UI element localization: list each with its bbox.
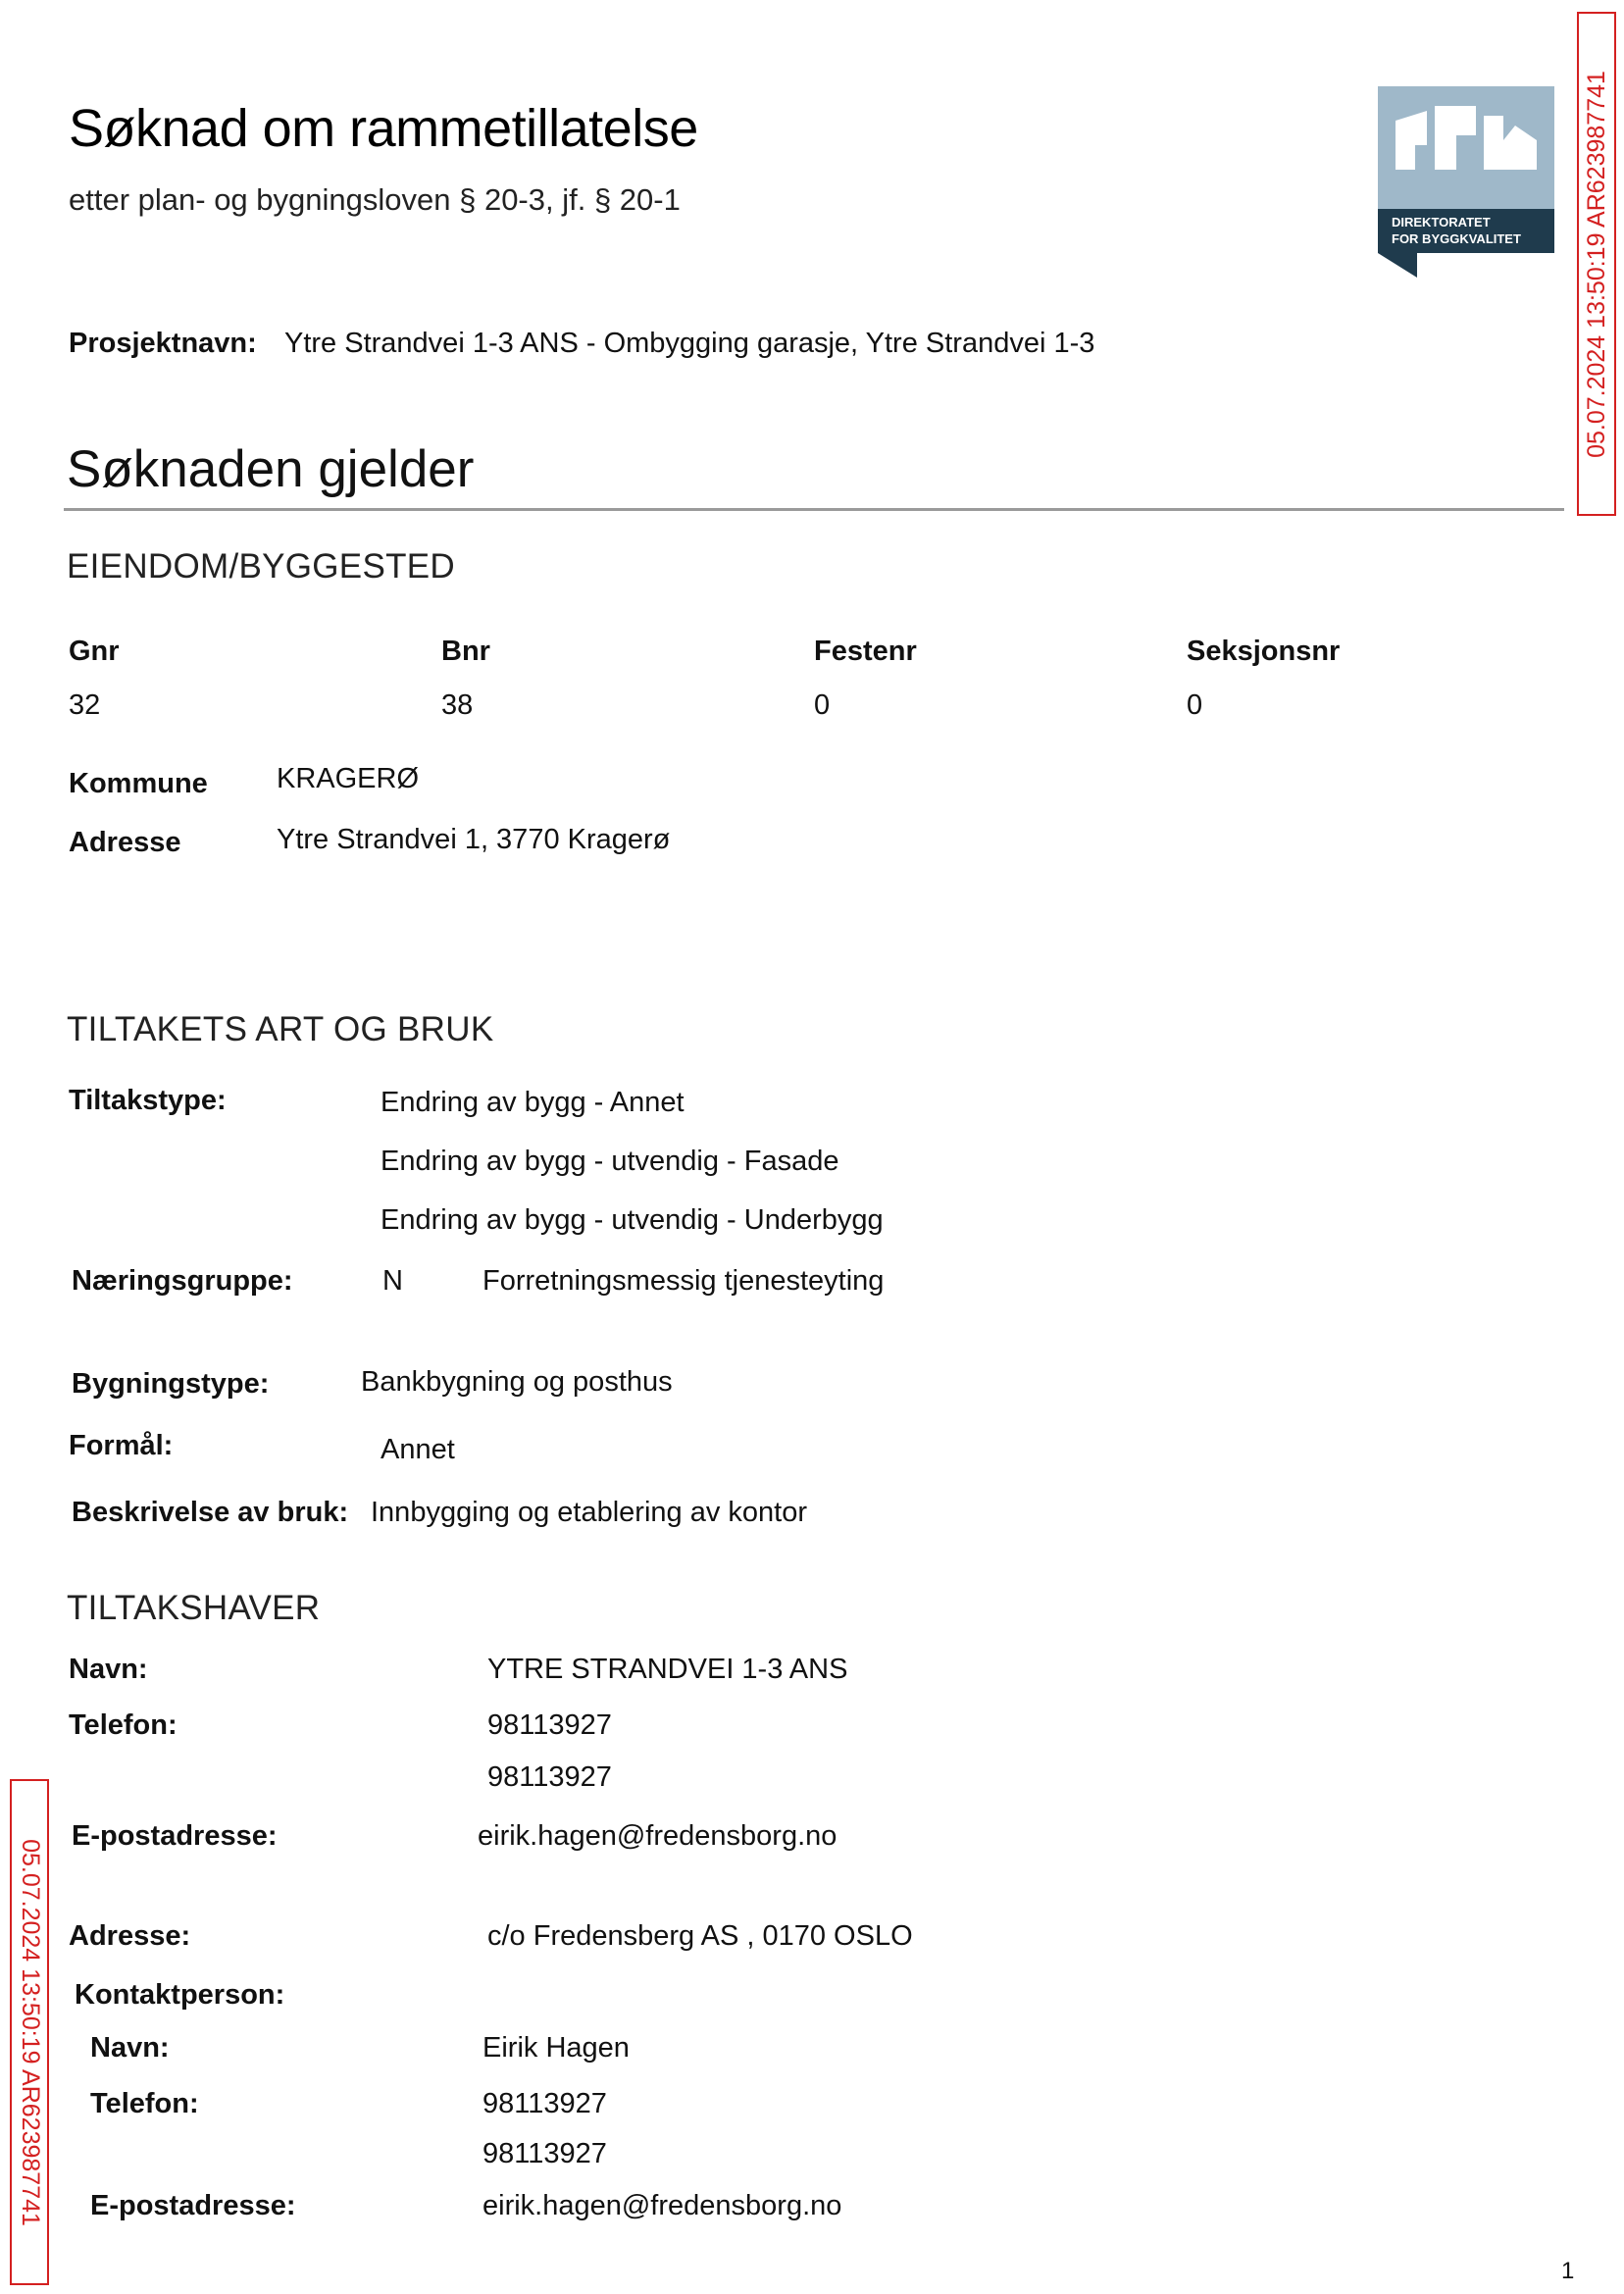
seksjonsnr-value: 0 [1187,689,1203,721]
kontaktperson-label: Kontaktperson: [75,1979,285,2011]
tiltakshaver-navn-value: YTRE STRANDVEI 1-3 ANS [487,1654,848,1685]
page-number: 1 [1561,2258,1575,2284]
formal-label: Formål: [69,1430,174,1461]
eiendom-heading: EIENDOM/BYGGESTED [67,547,455,586]
naeringsgruppe-label: Næringsgruppe: [72,1265,293,1297]
tiltakshaver-epost-label: E-postadresse: [72,1820,278,1852]
kontakt-navn-label: Navn: [90,2032,170,2064]
seksjonsnr-label: Seksjonsnr [1187,636,1341,667]
timestamp-stamp-top: 05.07.2024 13:50:19 AR623987741 [1577,12,1616,516]
tiltakstype-value-3: Endring av bygg - utvendig - Underbygg [381,1204,884,1236]
kontakt-epost-value: eirik.hagen@fredensborg.no [482,2190,842,2221]
formal-value: Annet [381,1434,455,1465]
dibk-logo [1378,86,1554,278]
kommune-value: KRAGERØ [277,763,420,794]
bygningstype-label: Bygningstype: [72,1368,270,1400]
tiltak-heading: TILTAKETS ART OG BRUK [67,1010,494,1048]
tiltakshaver-epost-value: eirik.hagen@fredensborg.no [478,1820,837,1852]
tiltakshaver-adresse-value: c/o Fredensberg AS , 0170 OSLO [487,1920,913,1952]
adresse-label: Adresse [69,827,181,858]
tiltakstype-value-1: Endring av bygg - Annet [381,1087,685,1118]
tiltakshaver-navn-label: Navn: [69,1654,148,1685]
tiltakshaver-telefon-label: Telefon: [69,1709,178,1741]
kontakt-navn-value: Eirik Hagen [482,2032,630,2064]
naeringsgruppe-value: Forretningsmessig tjenesteyting [482,1265,885,1297]
kontakt-telefon-value-1: 98113927 [482,2088,607,2119]
tiltakstype-value-2: Endring av bygg - utvendig - Fasade [381,1146,839,1177]
beskrivelse-value: Innbygging og etablering av kontor [371,1497,807,1528]
document-subtitle: etter plan- og bygningsloven § 20-3, jf. § 20-1 [69,182,681,217]
tiltakshaver-heading: TILTAKSHAVER [67,1589,321,1627]
timestamp-stamp-left: 05.07.2024 13:50:19 AR623987741 [10,1779,49,2285]
tiltakshaver-telefon-value-2: 98113927 [487,1761,612,1793]
bnr-label: Bnr [441,636,490,667]
festenr-label: Festenr [814,636,917,667]
svg-text:FOR BYGGKVALITET: FOR BYGGKVALITET [1392,231,1521,246]
document-title: Søknad om rammetillatelse [69,99,698,158]
beskrivelse-label: Beskrivelse av bruk: [72,1497,349,1528]
tiltakshaver-telefon-value-1: 98113927 [487,1709,612,1741]
project-name-label: Prosjektnavn: [69,328,257,359]
kontakt-telefon-value-2: 98113927 [482,2138,607,2169]
kommune-label: Kommune [69,768,208,799]
section-title: Søknaden gjelder [67,440,475,498]
festenr-value: 0 [814,689,831,721]
gnr-value: 32 [69,689,101,721]
project-name-value: Ytre Strandvei 1-3 ANS - Ombygging garasje, Ytre Strandvei 1-3 [284,328,1095,359]
tiltakshaver-adresse-label: Adresse: [69,1920,191,1952]
kontakt-epost-label: E-postadresse: [90,2190,296,2221]
section-divider [64,508,1564,511]
gnr-label: Gnr [69,636,120,667]
svg-text:DIREKTORATET: DIREKTORATET [1392,215,1491,229]
tiltakstype-label: Tiltakstype: [69,1085,227,1116]
adresse-value: Ytre Strandvei 1, 3770 Kragerø [277,824,671,855]
kontakt-telefon-label: Telefon: [90,2088,199,2119]
bygningstype-value: Bankbygning og posthus [361,1366,673,1398]
naeringsgruppe-code: N [382,1265,403,1297]
bnr-value: 38 [441,689,474,721]
